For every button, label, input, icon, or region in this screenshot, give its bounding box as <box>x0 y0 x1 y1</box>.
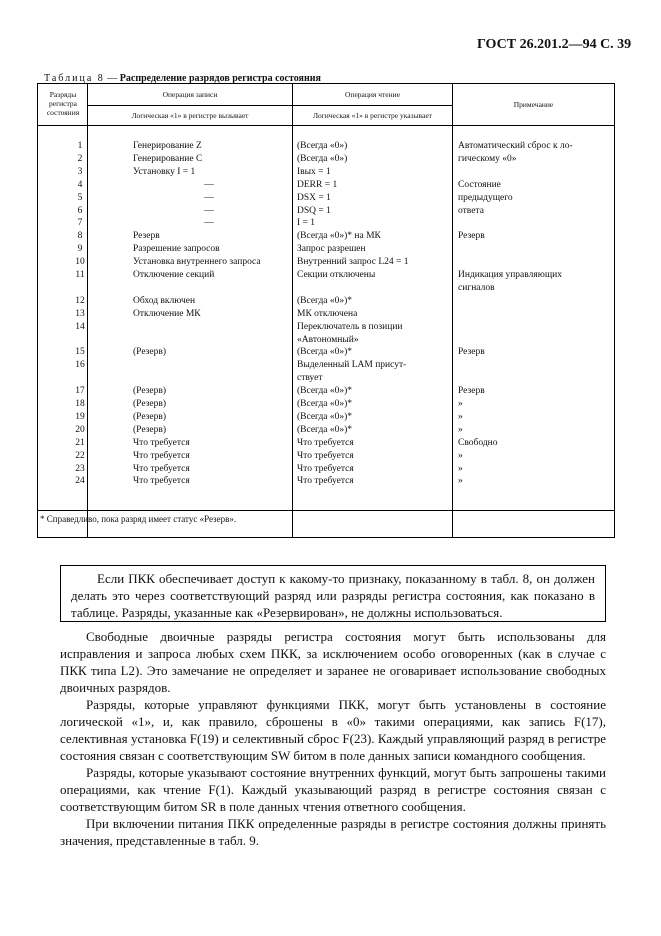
bit-number: 20 <box>75 424 85 435</box>
write-operation-cell: — <box>204 192 214 203</box>
read-operation-cell: Iвых = 1 <box>297 166 331 177</box>
read-operation-cell: (Всегда «0»)* <box>297 424 353 435</box>
table-row <box>37 372 615 385</box>
table-row <box>37 424 615 437</box>
note-cell: Свободно <box>458 437 498 448</box>
read-operation-cell: (Всегда «0»)* <box>297 295 353 306</box>
note-cell: Резерв <box>458 386 485 397</box>
boxed-note: Если ПКК обеспечивает доступ к какому-то признаку, показанному в табл. 8, он должен делать это через соответствующий разряд или разряды регистра состояния, как показано в таблице. Разряды, указанные как «Резервирован», не должны использоваться. <box>60 565 606 622</box>
bit-number: 15 <box>75 347 85 358</box>
table-row <box>37 217 615 230</box>
read-operation-cell: I = 1 <box>297 218 316 229</box>
table-row <box>37 450 615 463</box>
bit-number: 13 <box>75 308 85 319</box>
table-row <box>37 321 615 334</box>
table-bottom-rule <box>38 510 614 511</box>
table-row <box>37 295 615 308</box>
read-operation-cell: Выделенный LAM присут- <box>297 360 407 371</box>
table-caption-label: Таблица 8 <box>44 73 105 84</box>
bit-number: 8 <box>77 231 83 242</box>
read-operation-cell: «Автономный» <box>297 334 359 345</box>
read-operation-cell: МК отключена <box>297 308 358 319</box>
bit-number: 5 <box>77 192 83 203</box>
table-caption-title: Распределение разрядов регистра состояния <box>119 73 321 84</box>
table-row <box>37 179 615 192</box>
table-row <box>37 385 615 398</box>
bit-number: 18 <box>75 399 85 409</box>
read-operation-cell: Внутренний запрос L24 = 1 <box>297 257 409 268</box>
bit-number: 21 <box>75 437 85 448</box>
write-operation-cell: Установка внутреннего запроса <box>133 257 261 268</box>
read-operation-cell: (Всегда «0»)* <box>297 399 353 409</box>
read-operation-cell: Запрос разрешен <box>297 244 366 255</box>
read-operation-cell: Что требуется <box>297 476 354 487</box>
note-cell: » <box>458 450 463 461</box>
read-operation-cell: (Всегда «0») <box>297 141 348 151</box>
bit-number: 9 <box>77 244 83 255</box>
header-read-subtitle: Логическая «1» в регистре указывает <box>313 111 432 120</box>
table-caption-dash: — <box>107 73 118 84</box>
header-bottom-rule <box>38 125 614 126</box>
read-operation-cell: DSX = 1 <box>297 192 331 203</box>
bit-number: 11 <box>75 270 85 280</box>
note-cell: Автоматический сброс к ло- <box>458 141 573 151</box>
body-text <box>60 628 606 849</box>
read-operation-cell: Что требуется <box>297 450 354 461</box>
header-write-subtitle: Логическая «1» в регистре вызывает <box>131 111 249 120</box>
table-row <box>37 475 615 488</box>
bit-number: 1 <box>77 141 83 151</box>
note-cell: Состояние <box>458 179 501 190</box>
bit-number: 6 <box>77 205 83 216</box>
note-cell: сигналов <box>458 282 495 293</box>
note-cell: ответа <box>458 205 484 216</box>
bit-number: 17 <box>75 386 85 397</box>
bit-number: 4 <box>77 179 83 190</box>
paragraph: Разряды, которые управляют функциями ПКК, могут быть установлены в состояние логической «1», и, как правило, сброшены в «0» такими операциями, как запись F(17), селективная установка F(19) и селективный сброс F(23). Каждый управляющий разряд в регистре состояния связан с соответствующим SW битом в поле данных записи командного сообщения. <box>60 697 606 763</box>
read-operation-cell: DSQ = 1 <box>297 205 331 216</box>
read-operation-cell: (Всегда «0») <box>297 153 348 164</box>
write-operation-cell: Генерирование Z <box>133 141 202 151</box>
write-operation-cell: Генерирование С <box>133 153 203 164</box>
write-operation-cell: — <box>204 205 214 216</box>
header-note: Примечание <box>513 100 554 109</box>
read-operation-cell: DERR = 1 <box>297 179 338 190</box>
read-operation-cell: (Всегда «0»)* <box>297 347 353 358</box>
read-operation-cell: ствует <box>297 373 323 384</box>
write-operation-cell: (Резерв) <box>133 347 167 358</box>
paragraph: Разряды, которые указывают состояние внутренних функций, могут быть запрошены такими операциями, как чтение F(1). Каждый указывающий разряд в регистре состояния связан с соответствующим битом SR в поле данных чтения ответного сообщения. <box>60 765 606 814</box>
write-operation-cell: Установку I = 1 <box>133 166 196 177</box>
write-operation-cell: (Резерв) <box>133 399 167 409</box>
table-row <box>37 359 615 372</box>
table-row <box>37 463 615 476</box>
bit-number: 16 <box>75 360 85 371</box>
write-operation-cell: (Резерв) <box>133 424 167 435</box>
paragraph: При включении питания ПКК определенные разряды в регистре состояния должны принять значения, представленные в табл. 9. <box>60 816 606 848</box>
table-row <box>37 308 615 321</box>
bit-number: 7 <box>77 218 83 229</box>
table-row <box>37 230 615 243</box>
bit-number: 2 <box>77 153 83 164</box>
write-operation-cell: Что требуется <box>133 450 190 461</box>
page-header: ГОСТ 26.201.2—94 С. 39 <box>477 37 632 52</box>
write-operation-cell: Обход включен <box>133 295 196 306</box>
table-row <box>37 140 615 153</box>
bit-number: 24 <box>75 476 85 487</box>
table-row <box>37 411 615 424</box>
table-row <box>37 243 615 256</box>
table-row <box>37 346 615 359</box>
note-cell: Индикация управляющих <box>458 270 562 280</box>
table-row <box>37 192 615 205</box>
note-cell: гическому «0» <box>458 153 517 164</box>
bit-number: 22 <box>75 450 85 461</box>
write-operation-cell: Резерв <box>133 231 160 242</box>
read-operation-cell: Что требуется <box>297 437 354 448</box>
write-operation-cell: — <box>204 218 214 229</box>
write-operation-cell: Что требуется <box>133 463 190 474</box>
write-operation-cell: Что требуется <box>133 437 190 448</box>
bit-number: 14 <box>75 321 85 332</box>
bit-number: 12 <box>75 295 85 306</box>
bit-number: 23 <box>75 463 85 474</box>
note-cell: » <box>458 399 463 409</box>
write-operation-cell: Разрешение запросов <box>133 244 220 255</box>
header-subdivider <box>87 105 452 106</box>
bit-number: 19 <box>75 411 85 422</box>
note-cell: » <box>458 463 463 474</box>
write-operation-cell: Отключение секций <box>133 270 215 280</box>
read-operation-cell: (Всегда «0»)* на МК <box>297 231 381 242</box>
header-read-operation: Операция чтение <box>345 90 400 99</box>
read-operation-cell: (Всегда «0»)* <box>297 386 353 397</box>
table-row <box>37 437 615 450</box>
note-cell: » <box>458 424 463 435</box>
write-operation-cell: Что требуется <box>133 476 190 487</box>
header-write-operation: Операция записи <box>162 90 218 99</box>
note-cell: » <box>458 411 463 422</box>
table-footnote: * Справедливо, пока разряд имеет статус «Резерв». <box>40 514 237 524</box>
table-row <box>37 166 615 179</box>
table-row <box>37 282 615 295</box>
table-row <box>37 153 615 166</box>
table-row <box>37 256 615 269</box>
read-operation-cell: (Всегда «0»)* <box>297 411 353 422</box>
write-operation-cell: (Резерв) <box>133 386 167 397</box>
bit-number: 3 <box>77 166 83 177</box>
table-row <box>37 398 615 411</box>
write-operation-cell: — <box>204 179 214 190</box>
note-cell: Резерв <box>458 347 485 358</box>
note-cell: » <box>458 476 463 487</box>
bit-number: 10 <box>75 257 85 268</box>
read-operation-cell: Что требуется <box>297 463 354 474</box>
table-row <box>37 334 615 347</box>
read-operation-cell: Секции отключены <box>297 270 376 280</box>
table-row <box>37 205 615 218</box>
table-row <box>37 269 615 282</box>
paragraph: Свободные двоичные разряды регистра состояния могут быть использованы для исправления и запроса любых схем ПКК, за исключением особо оговоренных (как в случае с ПКК типа L2). Это замечание не определяет и заранее не оговаривает использование свободных двоичных разрядов. <box>60 629 606 695</box>
write-operation-cell: Отключение МК <box>133 308 201 319</box>
read-operation-cell: Переключатель в позиции <box>297 321 403 332</box>
header-bits: Разряды регистра состояния <box>46 90 80 117</box>
write-operation-cell: (Резерв) <box>133 411 167 422</box>
note-cell: предыдущего <box>458 192 513 203</box>
note-cell: Резерв <box>458 231 485 242</box>
